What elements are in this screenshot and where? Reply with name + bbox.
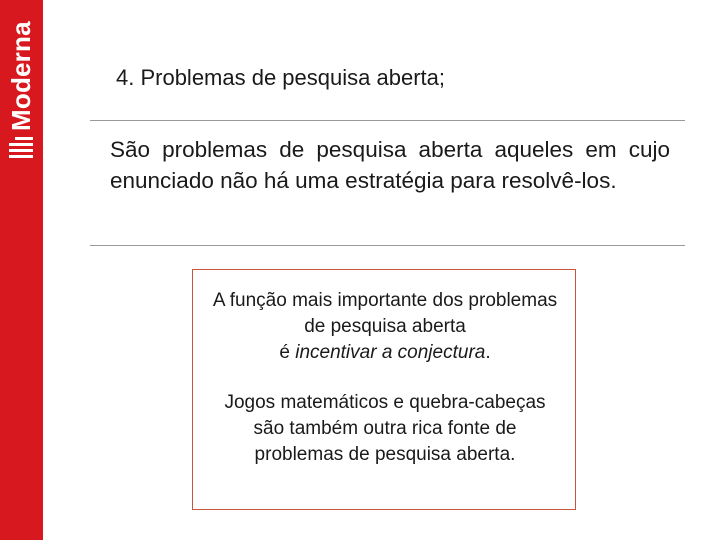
brand-mark-icon [9,137,33,158]
note-line-2-prefix: é [279,342,296,363]
divider-bottom [90,245,685,246]
brand-name: Moderna [6,21,36,131]
brand-sidebar [0,0,43,540]
highlight-box [192,269,576,510]
definition-text: São problemas de pesquisa aberta aqueles em cujo enunciado não há uma estratégia para resolvê-los. [110,137,670,193]
note-paragraph-1 [207,288,563,366]
divider-top [90,120,685,121]
note-line-2-suffix: . [485,342,491,363]
note-line-1: A função mais importante dos problemas de pesquisa aberta [212,290,558,337]
slide-title: 4. Problemas de pesquisa aberta; [116,65,445,90]
note-paragraph-2: Jogos matemáticos e quebra-cabeças são também outra rica fonte de problemas de pesquisa aberta. [224,392,546,465]
note-emphasis: incentivar a conjectura [295,342,486,363]
brand-logo [8,21,34,158]
